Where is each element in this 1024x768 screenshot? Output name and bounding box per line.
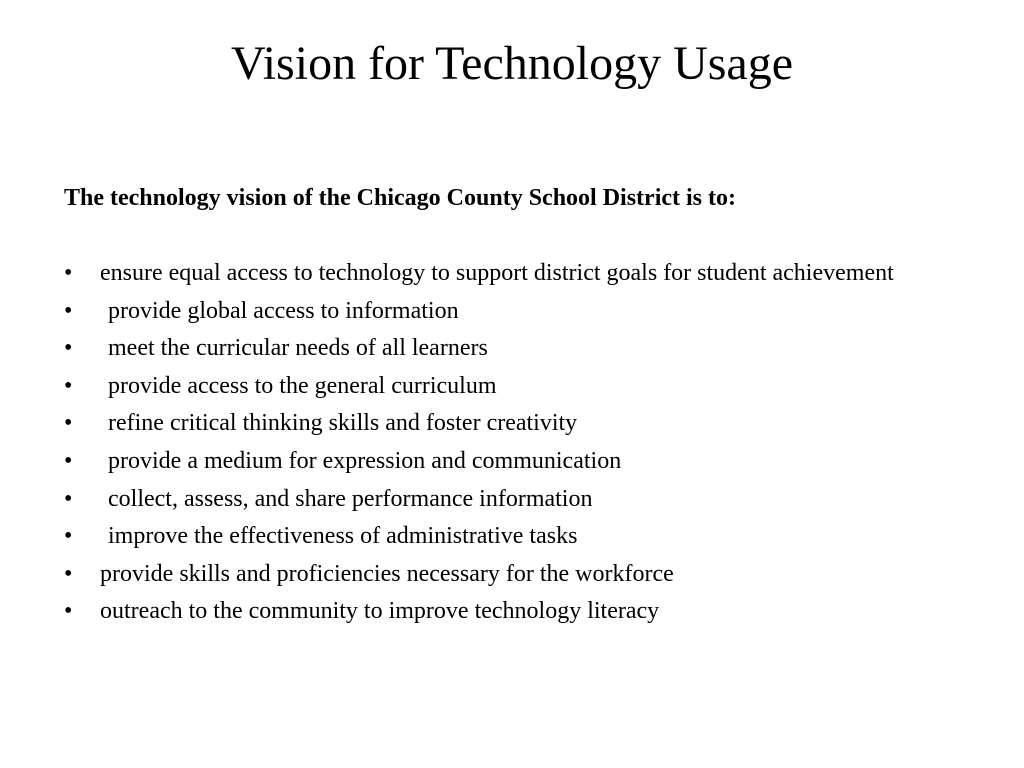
bullet-marker: • [64, 485, 73, 512]
list-item [64, 333, 924, 363]
list-item-text: provide global access to information [108, 297, 459, 324]
bullet-marker: • [64, 410, 73, 437]
list-item [64, 484, 924, 514]
bullet-marker: • [64, 598, 73, 625]
list-item [64, 596, 924, 626]
list-item-text: collect, assess, and share performance information [108, 485, 593, 512]
list-item [64, 296, 924, 326]
list-item-text: outreach to the community to improve technology literacy [100, 598, 660, 625]
list-item-text: refine critical thinking skills and foster creativity [108, 410, 578, 437]
list-item [64, 559, 924, 589]
list-item [64, 408, 924, 438]
intro-statement: The technology vision of the Chicago County School District is to: [64, 185, 736, 211]
list-item-text: improve the effectiveness of administrative tasks [108, 523, 578, 550]
list-item-text: provide access to the general curriculum [108, 372, 497, 399]
list-item [64, 446, 924, 476]
list-item [64, 258, 924, 288]
vision-bullet-list [64, 258, 924, 634]
list-item-text: provide skills and proficiencies necessary for the workforce [100, 560, 674, 587]
bullet-marker: • [64, 523, 73, 550]
bullet-marker: • [64, 560, 73, 587]
bullet-marker: • [64, 260, 73, 286]
bullet-marker: • [64, 297, 73, 324]
list-item [64, 371, 924, 401]
bullet-marker: • [64, 372, 73, 399]
list-item-text: provide a medium for expression and communication [108, 447, 622, 474]
slide-title: Vision for Technology Usage [230, 37, 794, 90]
list-item-text: ensure equal access to technology to support district goals for student achievement [100, 260, 894, 286]
bullet-marker: • [64, 447, 73, 474]
list-item [64, 521, 924, 551]
bullet-marker: • [64, 335, 73, 362]
list-item-text: meet the curricular needs of all learners [108, 335, 488, 362]
